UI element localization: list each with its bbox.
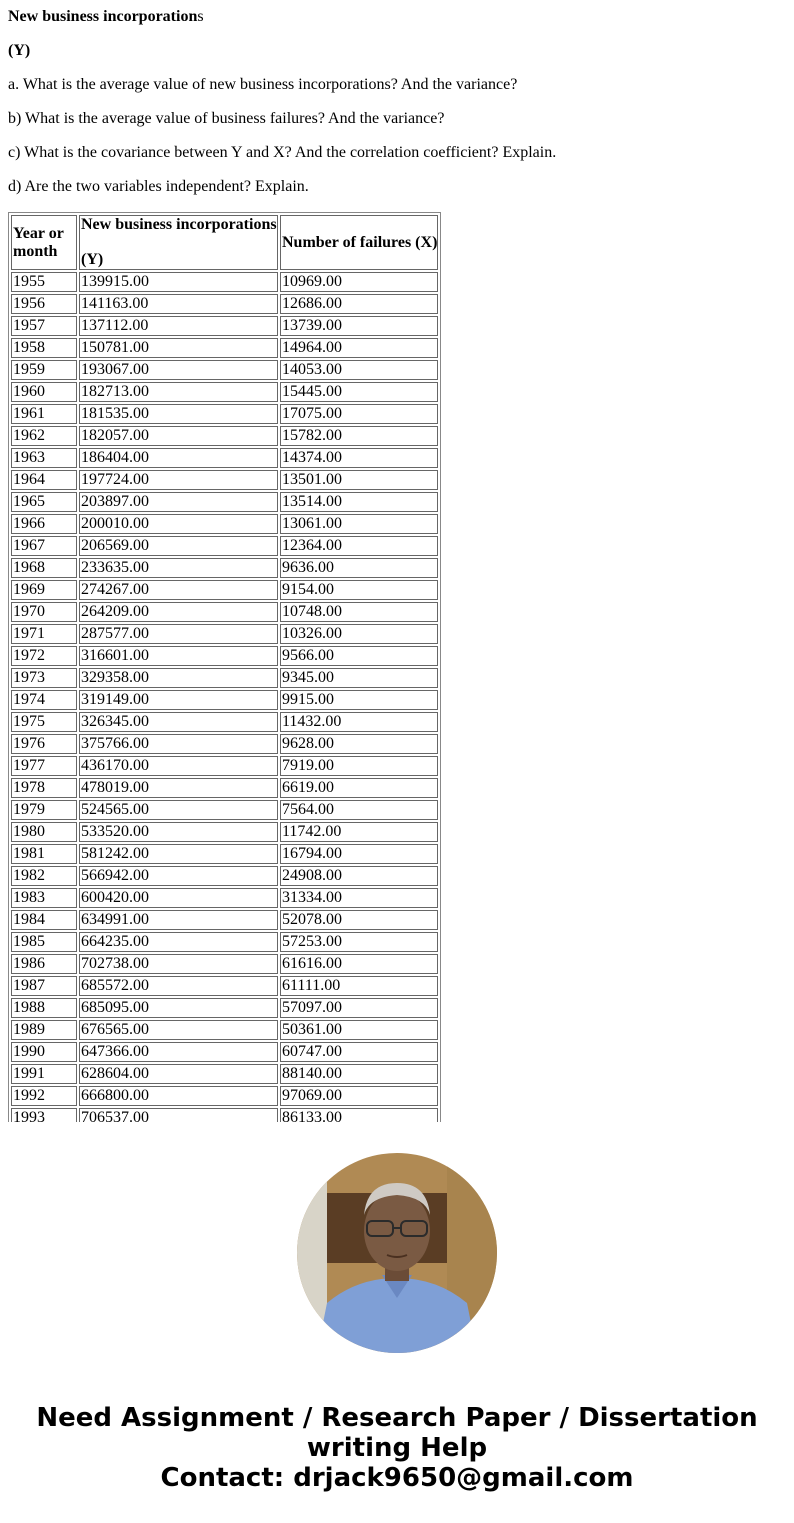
question-a: a. What is the average value of new business incorporations? And the variance?	[8, 76, 518, 93]
table-row	[11, 448, 438, 468]
table-header-row	[11, 215, 438, 270]
table-row	[11, 866, 438, 886]
cell-failures: 57097.00	[280, 998, 438, 1018]
header-incorporations-label: New business incorporations	[81, 216, 277, 233]
cell-incorporations: 182057.00	[79, 426, 278, 446]
cell-failures: 14053.00	[280, 360, 438, 380]
question-c: c) What is the covariance between Y and X? And the correlation coefficient? Explain.	[8, 144, 557, 161]
cell-incorporations: 581242.00	[79, 844, 278, 864]
cell-incorporations: 264209.00	[79, 602, 278, 622]
cell-failures: 9628.00	[280, 734, 438, 754]
cell-year: 1980	[11, 822, 77, 842]
cell-incorporations: 200010.00	[79, 514, 278, 534]
table-row	[11, 1108, 438, 1122]
cell-incorporations: 274267.00	[79, 580, 278, 600]
table-row	[11, 690, 438, 710]
cell-incorporations: 628604.00	[79, 1064, 278, 1084]
cell-incorporations: 193067.00	[79, 360, 278, 380]
cell-failures: 14374.00	[280, 448, 438, 468]
cell-year: 1979	[11, 800, 77, 820]
table-row	[11, 338, 438, 358]
cell-year: 1975	[11, 712, 77, 732]
cell-incorporations: 326345.00	[79, 712, 278, 732]
table-row	[11, 580, 438, 600]
photo-face	[364, 1191, 430, 1271]
table-row	[11, 602, 438, 622]
table-row	[11, 558, 438, 578]
table-row	[11, 426, 438, 446]
photo-wall-left	[297, 1153, 327, 1353]
cell-year: 1960	[11, 382, 77, 402]
cell-year: 1958	[11, 338, 77, 358]
cell-year: 1959	[11, 360, 77, 380]
cell-failures: 13061.00	[280, 514, 438, 534]
cell-failures: 9566.00	[280, 646, 438, 666]
cell-incorporations: 197724.00	[79, 470, 278, 490]
cell-year: 1973	[11, 668, 77, 688]
cell-year: 1956	[11, 294, 77, 314]
cell-failures: 13739.00	[280, 316, 438, 336]
table-row	[11, 624, 438, 644]
cell-failures: 9345.00	[280, 668, 438, 688]
promo-banner	[0, 1403, 794, 1493]
cell-failures: 6619.00	[280, 778, 438, 798]
table-row	[11, 316, 438, 336]
cell-failures: 13501.00	[280, 470, 438, 490]
table-row	[11, 954, 438, 974]
data-table	[8, 212, 441, 1122]
cell-year: 1962	[11, 426, 77, 446]
cell-incorporations: 319149.00	[79, 690, 278, 710]
cell-incorporations: 329358.00	[79, 668, 278, 688]
table-row	[11, 932, 438, 952]
cell-failures: 17075.00	[280, 404, 438, 424]
cell-incorporations: 181535.00	[79, 404, 278, 424]
cell-incorporations: 706537.00	[79, 1108, 278, 1122]
cell-year: 1967	[11, 536, 77, 556]
cell-incorporations: 316601.00	[79, 646, 278, 666]
table-row	[11, 1064, 438, 1084]
cell-year: 1977	[11, 756, 77, 776]
cell-incorporations: 182713.00	[79, 382, 278, 402]
table-row	[11, 668, 438, 688]
cell-year: 1988	[11, 998, 77, 1018]
cell-failures: 12686.00	[280, 294, 438, 314]
cell-year: 1990	[11, 1042, 77, 1062]
cell-failures: 14964.00	[280, 338, 438, 358]
cell-incorporations: 137112.00	[79, 316, 278, 336]
cell-failures: 10969.00	[280, 272, 438, 292]
header-failures: Number of failures (X)	[280, 215, 438, 270]
header-incorporations	[79, 215, 278, 270]
table-row	[11, 272, 438, 292]
cell-incorporations: 664235.00	[79, 932, 278, 952]
cell-year: 1965	[11, 492, 77, 512]
cell-incorporations: 186404.00	[79, 448, 278, 468]
table-row	[11, 998, 438, 1018]
table-row	[11, 888, 438, 908]
cell-year: 1969	[11, 580, 77, 600]
cell-year: 1991	[11, 1064, 77, 1084]
cell-year: 1978	[11, 778, 77, 798]
table-row	[11, 514, 438, 534]
table-row	[11, 470, 438, 490]
cell-year: 1993	[11, 1108, 77, 1122]
doc-title-main: New business incorporation	[8, 8, 198, 25]
cell-failures: 61111.00	[280, 976, 438, 996]
cell-incorporations: 524565.00	[79, 800, 278, 820]
cell-year: 1981	[11, 844, 77, 864]
cell-failures: 60747.00	[280, 1042, 438, 1062]
cell-incorporations: 206569.00	[79, 536, 278, 556]
table-row	[11, 844, 438, 864]
cell-incorporations: 287577.00	[79, 624, 278, 644]
cell-incorporations: 533520.00	[79, 822, 278, 842]
cell-year: 1982	[11, 866, 77, 886]
table-row	[11, 712, 438, 732]
cell-failures: 57253.00	[280, 932, 438, 952]
cell-failures: 7564.00	[280, 800, 438, 820]
cell-incorporations: 436170.00	[79, 756, 278, 776]
cell-failures: 9154.00	[280, 580, 438, 600]
promo-line-3: Contact: drjack9650@gmail.com	[160, 1463, 634, 1493]
data-table-viewport[interactable]	[8, 212, 448, 1122]
cell-year: 1986	[11, 954, 77, 974]
cell-incorporations: 702738.00	[79, 954, 278, 974]
cell-incorporations: 685572.00	[79, 976, 278, 996]
doc-title	[8, 0, 788, 34]
promo-line-1: Need Assignment / Research Paper / Dissertation	[36, 1403, 758, 1433]
cell-incorporations: 203897.00	[79, 492, 278, 512]
cell-incorporations: 478019.00	[79, 778, 278, 798]
table-row	[11, 382, 438, 402]
cell-failures: 88140.00	[280, 1064, 438, 1084]
cell-year: 1955	[11, 272, 77, 292]
cell-failures: 15445.00	[280, 382, 438, 402]
cell-failures: 12364.00	[280, 536, 438, 556]
table-row	[11, 910, 438, 930]
table-row	[11, 360, 438, 380]
cell-failures: 61616.00	[280, 954, 438, 974]
table-row	[11, 734, 438, 754]
cell-year: 1989	[11, 1020, 77, 1040]
table-row	[11, 536, 438, 556]
cell-failures: 86133.00	[280, 1108, 438, 1122]
cell-incorporations: 566942.00	[79, 866, 278, 886]
cell-incorporations: 139915.00	[79, 272, 278, 292]
cell-failures: 13514.00	[280, 492, 438, 512]
cell-incorporations: 647366.00	[79, 1042, 278, 1062]
question-b: b) What is the average value of business failures? And the variance?	[8, 110, 445, 127]
cell-failures: 97069.00	[280, 1086, 438, 1106]
cell-failures: 7919.00	[280, 756, 438, 776]
promo-line-2: writing Help	[306, 1433, 488, 1463]
cell-year: 1963	[11, 448, 77, 468]
cell-failures: 11432.00	[280, 712, 438, 732]
cell-year: 1966	[11, 514, 77, 534]
cell-incorporations: 685095.00	[79, 998, 278, 1018]
cell-incorporations: 634991.00	[79, 910, 278, 930]
table-row	[11, 1086, 438, 1106]
table-row	[11, 404, 438, 424]
cell-year: 1987	[11, 976, 77, 996]
cell-failures: 16794.00	[280, 844, 438, 864]
cell-year: 1971	[11, 624, 77, 644]
cell-year: 1968	[11, 558, 77, 578]
table-row	[11, 756, 438, 776]
cell-year: 1957	[11, 316, 77, 336]
cell-year: 1972	[11, 646, 77, 666]
cell-year: 1974	[11, 690, 77, 710]
cell-incorporations: 150781.00	[79, 338, 278, 358]
cell-failures: 10748.00	[280, 602, 438, 622]
cell-incorporations: 375766.00	[79, 734, 278, 754]
author-photo	[297, 1153, 497, 1353]
table-row	[11, 800, 438, 820]
cell-failures: 11742.00	[280, 822, 438, 842]
cell-year: 1976	[11, 734, 77, 754]
header-incorporations-unit: (Y)	[81, 251, 104, 268]
cell-failures: 15782.00	[280, 426, 438, 446]
cell-failures: 24908.00	[280, 866, 438, 886]
table-row	[11, 1020, 438, 1040]
table-row	[11, 778, 438, 798]
cell-failures: 9636.00	[280, 558, 438, 578]
portrait-image	[297, 1153, 497, 1353]
question-d: d) Are the two variables independent? Explain.	[8, 178, 309, 195]
cell-year: 1970	[11, 602, 77, 622]
table-row	[11, 976, 438, 996]
cell-incorporations: 141163.00	[79, 294, 278, 314]
table-row	[11, 294, 438, 314]
cell-failures: 52078.00	[280, 910, 438, 930]
cell-year: 1984	[11, 910, 77, 930]
cell-year: 1983	[11, 888, 77, 908]
doc-subtitle: (Y)	[8, 42, 31, 59]
cell-incorporations: 233635.00	[79, 558, 278, 578]
table-row	[11, 822, 438, 842]
cell-failures: 10326.00	[280, 624, 438, 644]
document	[8, 0, 788, 204]
cell-year: 1961	[11, 404, 77, 424]
cell-year: 1985	[11, 932, 77, 952]
header-year: Year or month	[11, 215, 77, 270]
cell-failures: 50361.00	[280, 1020, 438, 1040]
table-row	[11, 646, 438, 666]
table-row	[11, 492, 438, 512]
cell-failures: 9915.00	[280, 690, 438, 710]
cell-failures: 31334.00	[280, 888, 438, 908]
cell-incorporations: 676565.00	[79, 1020, 278, 1040]
cell-incorporations: 666800.00	[79, 1086, 278, 1106]
doc-title-tail: s	[197, 8, 204, 25]
cell-year: 1964	[11, 470, 77, 490]
table-row	[11, 1042, 438, 1062]
cell-incorporations: 600420.00	[79, 888, 278, 908]
cell-year: 1992	[11, 1086, 77, 1106]
